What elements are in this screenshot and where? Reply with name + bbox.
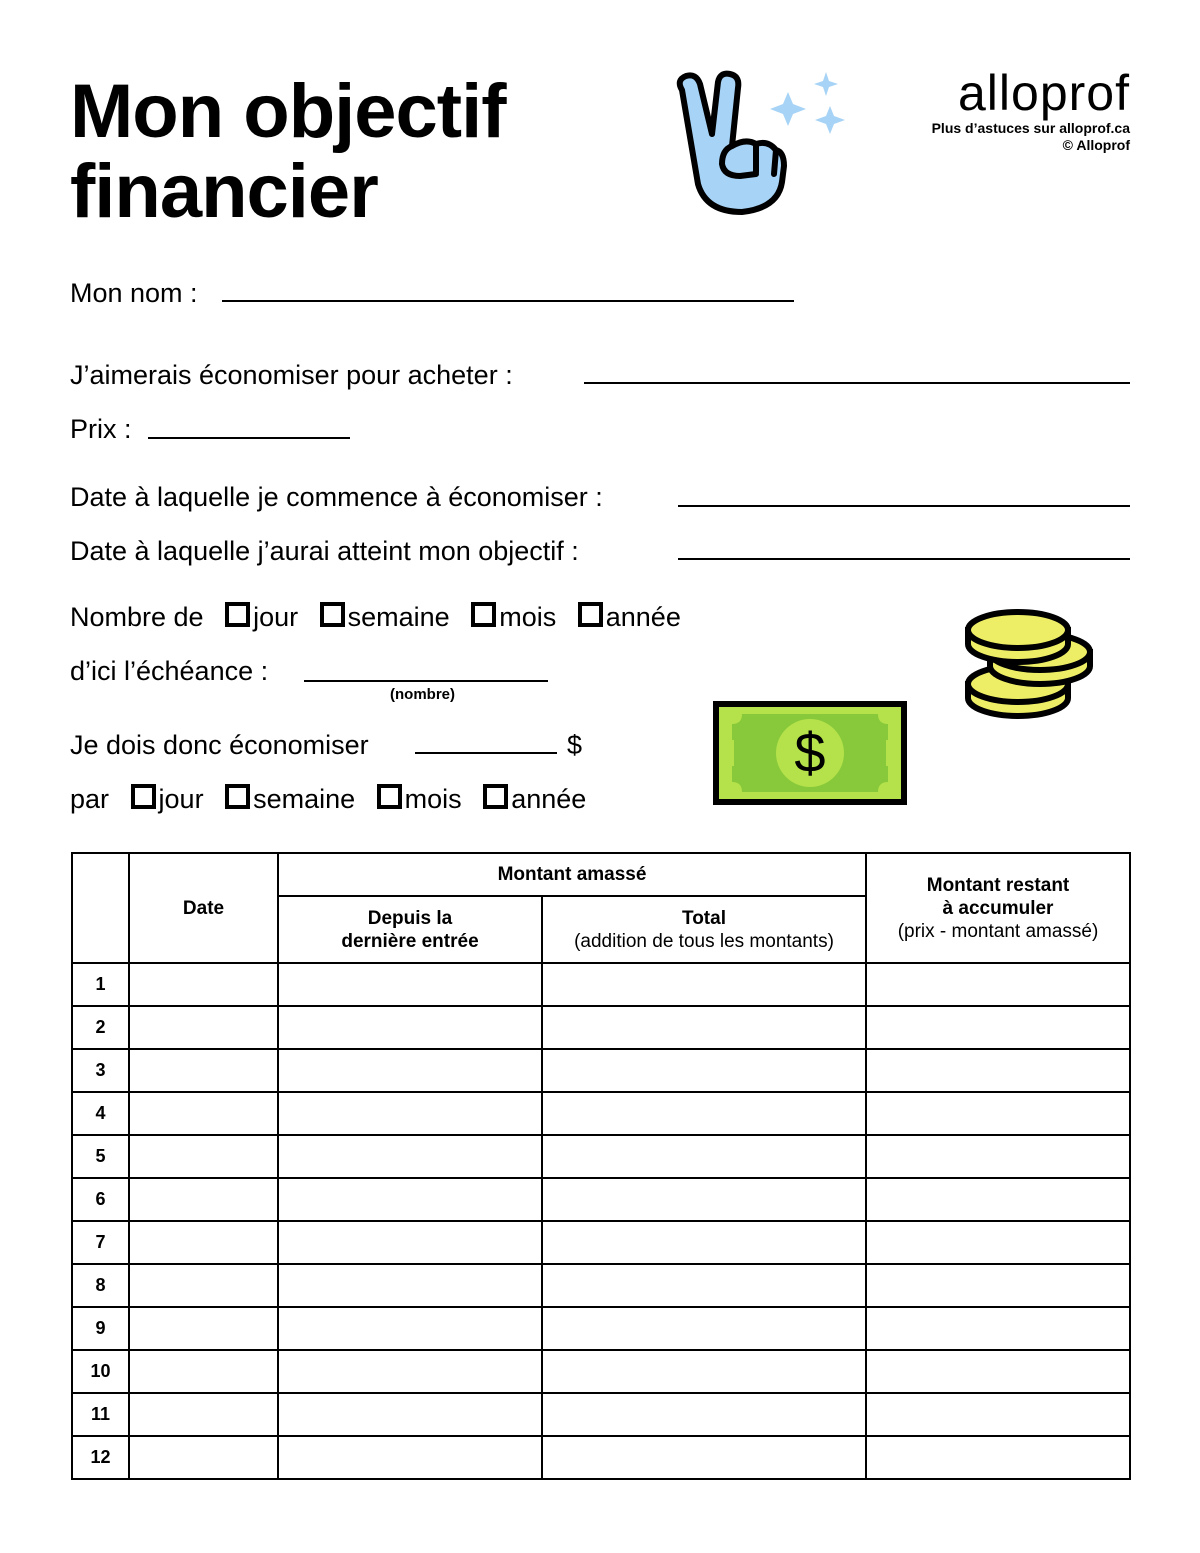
row-number: 2 xyxy=(72,1006,129,1049)
purchase-label: J’aimerais économiser pour acheter : xyxy=(70,360,513,390)
row-number: 11 xyxy=(72,1393,129,1436)
sparkle-icon xyxy=(770,72,845,134)
save-label: Je dois donc économiser xyxy=(70,730,369,760)
table-row xyxy=(72,1006,1130,1049)
date-cell[interactable] xyxy=(129,1178,278,1221)
count-option-semaine[interactable]: semaine xyxy=(320,600,450,634)
since-last-cell[interactable] xyxy=(278,1393,542,1436)
per-option-jour[interactable]: jour xyxy=(131,782,204,816)
remaining-cell[interactable] xyxy=(866,1221,1130,1264)
table-row xyxy=(72,1092,1130,1135)
row-number: 3 xyxy=(72,1049,129,1092)
page-title xyxy=(70,69,506,234)
table-row xyxy=(72,963,1130,1006)
remaining-cell[interactable] xyxy=(866,1307,1130,1350)
total-cell[interactable] xyxy=(542,1264,866,1307)
logo-copyright: © Alloprof xyxy=(1062,137,1130,153)
checkbox[interactable] xyxy=(578,602,603,627)
remaining-cell[interactable] xyxy=(866,1350,1130,1393)
table-row xyxy=(72,1350,1130,1393)
row-number: 12 xyxy=(72,1436,129,1479)
price-label: Prix : xyxy=(70,414,132,444)
deadline-label: d’ici l’échéance : xyxy=(70,656,269,686)
alloprof-logo xyxy=(932,66,1130,154)
date-cell[interactable] xyxy=(129,1135,278,1178)
peace-hand-icon xyxy=(660,64,855,224)
table-row xyxy=(72,1393,1130,1436)
per-option-semaine[interactable]: semaine xyxy=(225,782,355,816)
currency-symbol: $ xyxy=(567,730,583,760)
date-cell[interactable] xyxy=(129,1307,278,1350)
count-label: Nombre de xyxy=(70,602,204,632)
bill-symbol: $ xyxy=(794,721,826,784)
checkbox[interactable] xyxy=(471,602,496,627)
date-cell[interactable] xyxy=(129,1221,278,1264)
date-header: Date xyxy=(129,853,278,963)
remaining-header: Montant restant à accumuler (prix - montant amassé) xyxy=(866,853,1130,963)
table-row xyxy=(72,1221,1130,1264)
checkbox[interactable] xyxy=(225,602,250,627)
savings-table xyxy=(71,852,1131,1480)
name-line[interactable] xyxy=(222,300,794,302)
date-cell[interactable] xyxy=(129,1092,278,1135)
checkbox[interactable] xyxy=(483,784,508,809)
remaining-cell[interactable] xyxy=(866,1049,1130,1092)
remaining-cell[interactable] xyxy=(866,1264,1130,1307)
total-cell[interactable] xyxy=(542,963,866,1006)
date-cell[interactable] xyxy=(129,1006,278,1049)
date-cell[interactable] xyxy=(129,1264,278,1307)
amassed-header: Montant amassé xyxy=(278,853,866,896)
total-cell[interactable] xyxy=(542,1393,866,1436)
since-last-cell[interactable] xyxy=(278,1178,542,1221)
table-body xyxy=(72,963,1130,1479)
since-last-cell[interactable] xyxy=(278,1006,542,1049)
date-cell[interactable] xyxy=(129,1393,278,1436)
remaining-cell[interactable] xyxy=(866,1393,1130,1436)
count-option-mois[interactable]: mois xyxy=(471,600,556,634)
date-cell[interactable] xyxy=(129,1436,278,1479)
row-number: 4 xyxy=(72,1092,129,1135)
count-row xyxy=(70,600,681,634)
total-cell[interactable] xyxy=(542,1307,866,1350)
since-last-header: Depuis la dernière entrée xyxy=(278,896,542,963)
total-cell[interactable] xyxy=(542,1135,866,1178)
title-line-2: financier xyxy=(70,149,378,234)
total-header: Total (addition de tous les montants) xyxy=(542,896,866,963)
row-number: 9 xyxy=(72,1307,129,1350)
per-row xyxy=(70,782,586,816)
remaining-cell[interactable] xyxy=(866,963,1130,1006)
per-label: par xyxy=(70,784,110,814)
since-last-cell[interactable] xyxy=(278,1436,542,1479)
since-last-cell[interactable] xyxy=(278,1221,542,1264)
coins-icon xyxy=(960,608,1096,728)
table-row xyxy=(72,1264,1130,1307)
remaining-cell[interactable] xyxy=(866,1135,1130,1178)
deadline-line[interactable] xyxy=(304,680,548,682)
price-line[interactable] xyxy=(148,437,350,439)
checkbox[interactable] xyxy=(377,784,402,809)
checkbox[interactable] xyxy=(320,602,345,627)
logo-wordmark: alloprof xyxy=(958,65,1130,121)
title-line-1: Mon objectif xyxy=(70,69,506,154)
date-cell[interactable] xyxy=(129,1049,278,1092)
checkbox[interactable] xyxy=(131,784,156,809)
total-cell[interactable] xyxy=(542,1006,866,1049)
row-number: 6 xyxy=(72,1178,129,1221)
table-row xyxy=(72,1307,1130,1350)
remaining-cell[interactable] xyxy=(866,1092,1130,1135)
total-cell[interactable] xyxy=(542,1178,866,1221)
table-row xyxy=(72,1178,1130,1221)
table-row xyxy=(72,1436,1130,1479)
since-last-cell[interactable] xyxy=(278,1135,542,1178)
row-number: 10 xyxy=(72,1350,129,1393)
remaining-cell[interactable] xyxy=(866,1006,1130,1049)
goal-date-label: Date à laquelle j’aurai atteint mon objectif : xyxy=(70,536,579,566)
number-hint: (nombre) xyxy=(390,686,455,703)
remaining-cell[interactable] xyxy=(866,1178,1130,1221)
remaining-cell[interactable] xyxy=(866,1436,1130,1479)
table-row xyxy=(72,1049,1130,1092)
since-last-cell[interactable] xyxy=(278,1092,542,1135)
total-cell[interactable] xyxy=(542,1092,866,1135)
start-date-label: Date à laquelle je commence à économiser : xyxy=(70,482,603,512)
checkbox[interactable] xyxy=(225,784,250,809)
total-cell[interactable] xyxy=(542,1350,866,1393)
total-cell[interactable] xyxy=(542,1049,866,1092)
goal-date-line[interactable] xyxy=(678,558,1130,560)
since-last-cell[interactable] xyxy=(278,1264,542,1307)
date-cell[interactable] xyxy=(129,1350,278,1393)
row-number: 1 xyxy=(72,963,129,1006)
row-number: 8 xyxy=(72,1264,129,1307)
logo-tagline: Plus d’astuces sur alloprof.ca xyxy=(931,120,1130,136)
dollar-bill-icon xyxy=(712,700,908,806)
name-label: Mon nom : xyxy=(70,278,198,308)
count-option-annee[interactable]: année xyxy=(578,600,681,634)
start-date-line[interactable] xyxy=(678,505,1130,507)
per-option-annee[interactable]: année xyxy=(483,782,586,816)
since-last-cell[interactable] xyxy=(278,1307,542,1350)
since-last-cell[interactable] xyxy=(278,1049,542,1092)
row-number: 5 xyxy=(72,1135,129,1178)
total-cell[interactable] xyxy=(542,1221,866,1264)
purchase-line[interactable] xyxy=(584,382,1130,384)
date-cell[interactable] xyxy=(129,963,278,1006)
total-cell[interactable] xyxy=(542,1436,866,1479)
table-row xyxy=(72,1135,1130,1178)
row-number-header xyxy=(72,853,129,963)
save-amount-line[interactable] xyxy=(415,752,557,754)
per-option-mois[interactable]: mois xyxy=(377,782,462,816)
count-option-jour[interactable]: jour xyxy=(225,600,298,634)
since-last-cell[interactable] xyxy=(278,1350,542,1393)
since-last-cell[interactable] xyxy=(278,963,542,1006)
row-number: 7 xyxy=(72,1221,129,1264)
